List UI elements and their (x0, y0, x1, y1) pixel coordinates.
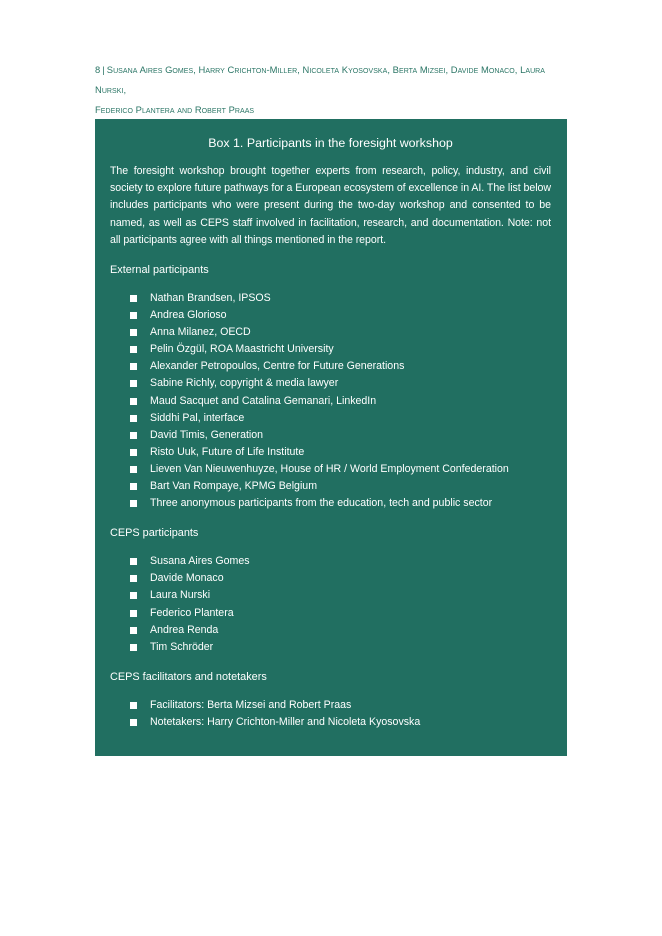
list-item-text: Bart Van Rompaye, KPMG Belgium (150, 480, 318, 493)
list-item-text: David Timis, Generation (150, 428, 264, 441)
list-item (110, 587, 551, 604)
list-item-text: Risto Uuk, Future of Life Institute (150, 445, 305, 458)
list-item-text: Federico Plantera (150, 606, 234, 619)
list-item-text: Tim Schröder (150, 640, 214, 653)
running-header (95, 60, 575, 120)
list-item-text: Andrea Renda (150, 623, 219, 636)
header-separator: | (102, 64, 105, 75)
list-item (110, 410, 551, 427)
participants-box (95, 119, 567, 756)
square-bullet-icon (130, 415, 137, 422)
list-item (110, 622, 551, 639)
list-item (110, 290, 551, 307)
square-bullet-icon (130, 575, 137, 582)
running-header-line-1 (95, 60, 575, 100)
square-bullet-icon (130, 592, 137, 599)
list-item (110, 605, 551, 622)
square-bullet-icon (130, 312, 137, 319)
square-bullet-icon (130, 398, 137, 405)
page-number: 8 (95, 64, 101, 75)
list-item-text: Facilitators: Berta Mizsei and Robert Praas (150, 698, 352, 711)
box-intro: The foresight workshop brought together experts from research, policy, industry, and civil society to explore future pathways for a European ecosystem of excellence in AI. The list below includes participants who were present during the two-day workshop and consented to be named, as well as CEPS staff involved in facilitation, research, and documentation. Note: not all participants agree with all things mentioned in the report. (110, 165, 551, 246)
list-item-text: Susana Aires Gomes (150, 555, 250, 568)
list-item (110, 461, 551, 478)
list-item (110, 553, 551, 570)
box-title: Box 1. Participants in the foresight workshop (208, 136, 453, 150)
square-bullet-icon (130, 483, 137, 490)
square-bullet-icon (130, 432, 137, 439)
square-bullet-icon (130, 329, 137, 336)
square-bullet-icon (130, 644, 137, 651)
square-bullet-icon (130, 702, 137, 709)
section-heading: External participants (110, 264, 209, 277)
list-item-text: Alexander Petropoulos, Centre for Future Generations (150, 360, 405, 373)
square-bullet-icon (130, 466, 137, 473)
section-ceps-participants (110, 526, 551, 656)
square-bullet-icon (130, 500, 137, 507)
authors-line-2: Federico Plantera and Robert Praas (95, 104, 255, 115)
section-heading: CEPS facilitators and notetakers (110, 670, 267, 683)
list-item (110, 358, 551, 375)
list-item-text: Andrea Glorioso (150, 309, 227, 322)
square-bullet-icon (130, 363, 137, 370)
square-bullet-icon (130, 449, 137, 456)
list-item-text: Sabine Richly, copyright & media lawyer (150, 377, 339, 390)
section-ceps-facilitators (110, 670, 551, 731)
square-bullet-icon (130, 610, 137, 617)
list-item (110, 697, 551, 714)
square-bullet-icon (130, 627, 137, 634)
list-item-text: Nathan Brandsen, IPSOS (150, 292, 271, 305)
square-bullet-icon (130, 558, 137, 565)
square-bullet-icon (130, 295, 137, 302)
list-item (110, 570, 551, 587)
list-item (110, 495, 551, 512)
authors-line-1: Susana Aires Gomes, Harry Crichton-Miller, Nicoleta Kyosovska, Berta Mizsei, Davide Monaco, Laura Nurski, (95, 64, 545, 95)
list-item (110, 444, 551, 461)
participant-list (110, 697, 551, 731)
list-item-text: Anna Milanez, OECD (150, 326, 251, 339)
list-item (110, 478, 551, 495)
list-item (110, 307, 551, 324)
list-item (110, 639, 551, 656)
square-bullet-icon (130, 346, 137, 353)
list-item-text: Notetakers: Harry Crichton-Miller and Nicoleta Kyosovska (150, 715, 421, 728)
square-bullet-icon (130, 719, 137, 726)
list-item (110, 714, 551, 731)
list-item (110, 375, 551, 392)
section-heading: CEPS participants (110, 527, 199, 540)
list-item-text: Three anonymous participants from the education, tech and public sector (150, 497, 493, 510)
list-item (110, 341, 551, 358)
section-external-participants (110, 263, 551, 512)
participant-list (110, 553, 551, 656)
list-item-text: Maud Sacquet and Catalina Gemanari, LinkedIn (150, 394, 377, 407)
list-item (110, 427, 551, 444)
list-item-text: Davide Monaco (150, 572, 224, 585)
list-item-text: Pelin Özgül, ROA Maastricht University (150, 343, 334, 356)
list-item-text: Siddhi Pal, interface (150, 411, 245, 424)
running-header-line-2 (95, 100, 575, 120)
list-item (110, 393, 551, 410)
list-item-text: Laura Nurski (150, 589, 211, 602)
square-bullet-icon (130, 380, 137, 387)
participant-list (110, 290, 551, 512)
list-item-text: Lieven Van Nieuwenhuyze, House of HR / World Employment Confederation (150, 462, 509, 475)
list-item (110, 324, 551, 341)
